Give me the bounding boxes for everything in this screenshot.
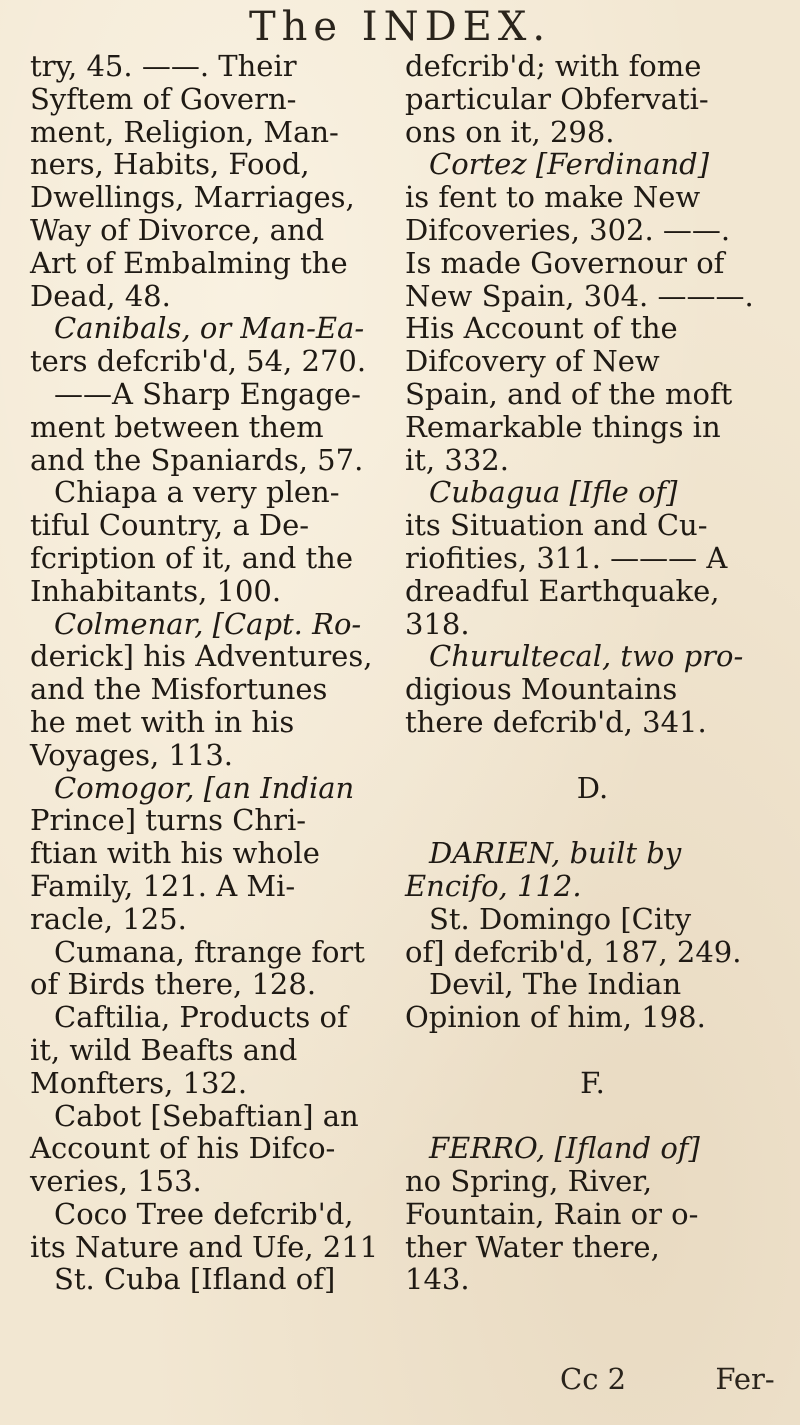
catchword: Fer- — [715, 1362, 775, 1396]
index-line: Prince] turns Chri- — [30, 803, 307, 838]
index-line: Family, 121. A Mi- — [30, 868, 296, 903]
index-line: Spain, and of the moft — [405, 376, 733, 411]
index-line: Caftilia, Products of — [54, 1000, 348, 1035]
index-line: Dead, 48. — [30, 278, 171, 313]
index-line: 318. — [405, 606, 470, 641]
index-line: St. Domingo [City — [429, 901, 692, 936]
index-line: its Nature and Ufe, 211 — [30, 1229, 379, 1264]
index-line: it, wild Beafts and — [30, 1032, 298, 1067]
index-line: Cabot [Sebaftian] an — [54, 1098, 359, 1133]
page-footer — [560, 1362, 775, 1396]
index-line: Coco Tree defcrib'd, — [54, 1196, 354, 1231]
index-line: Difcoveries, 302. ——. — [405, 212, 731, 247]
index-line: Cortez [Ferdinand] — [429, 147, 710, 182]
index-line: Remarkable things in — [405, 409, 721, 444]
index-line: 143. — [405, 1262, 470, 1297]
index-line: New Spain, 304. ———. — [405, 278, 754, 313]
index-line: Cubagua [Ifle of] — [429, 475, 678, 510]
index-line: Is made Governour of — [405, 245, 725, 280]
index-line: DARIEN, built by — [429, 836, 682, 871]
index-line: His Account of the — [405, 311, 678, 346]
signature-mark: Cc 2 — [560, 1362, 627, 1396]
section-letter: F. — [580, 1065, 605, 1100]
index-line: tiful Country, a De- — [30, 508, 310, 543]
blank-line — [405, 804, 780, 837]
index-column-right — [405, 50, 780, 1296]
index-line: Fountain, Rain or o- — [405, 1196, 699, 1231]
index-line: digious Mountains — [405, 672, 678, 707]
index-line: is fent to make New — [405, 180, 701, 215]
index-line: he met with in his — [30, 704, 295, 739]
index-line: ther Water there, — [405, 1229, 660, 1264]
index-line: Churultecal, two pro- — [429, 639, 744, 674]
index-line: Opinion of him, 198. — [405, 1000, 706, 1035]
index-line: dreadful Earthquake, — [405, 573, 720, 608]
index-line: particular Obfervati- — [405, 81, 709, 116]
running-head: The INDEX. — [248, 4, 552, 50]
index-line: of Birds there, 128. — [30, 967, 317, 1002]
blank-line — [405, 739, 780, 772]
index-line: Comogor, [an Indian — [54, 770, 355, 805]
index-line: Canibals, or Man-Ea- — [54, 311, 365, 346]
index-line: St. Cuba [Ifland of] — [54, 1262, 336, 1297]
index-line: Syftem of Govern- — [30, 81, 297, 116]
index-line: Dwellings, Marriages, — [30, 180, 355, 215]
index-line: Devil, The Indian — [429, 967, 682, 1002]
index-line: Colmenar, [Capt. Ro- — [54, 606, 362, 641]
index-line: Art of Embalming the — [30, 245, 348, 280]
blank-line — [405, 1100, 780, 1133]
index-line: fcription of it, and the — [30, 540, 353, 575]
index-line: Cumana, ftrange fort — [54, 934, 365, 969]
section-letter: D. — [576, 770, 609, 805]
index-column-left — [30, 50, 380, 1296]
blank-line — [405, 1034, 780, 1067]
index-line: riofities, 311. ——— A — [405, 540, 728, 575]
index-line: Difcovery of New — [405, 344, 660, 379]
index-line: Voyages, 113. — [30, 737, 234, 772]
index-line: ment between them — [30, 409, 324, 444]
index-line: defcrib'd; with fome — [405, 49, 702, 83]
index-line: of] defcrib'd, 187, 249. — [405, 934, 742, 969]
index-line: it, 332. — [405, 442, 509, 477]
index-line: Monfters, 132. — [30, 1065, 248, 1100]
index-line: ons on it, 298. — [405, 114, 615, 149]
index-line: racle, 125. — [30, 901, 187, 936]
index-line: FERRO, [Ifland of] — [429, 1131, 700, 1166]
index-line: and the Spaniards, 57. — [30, 442, 364, 477]
index-line: no Spring, River, — [405, 1164, 653, 1199]
index-line: derick] his Adventures, — [30, 639, 373, 674]
index-line: ters defcrib'd, 54, 270. — [30, 344, 367, 379]
index-line: Chiapa a very plen- — [54, 475, 340, 510]
index-line: Account of his Difco- — [30, 1131, 336, 1166]
index-line: its Situation and Cu- — [405, 508, 708, 543]
index-line: Inhabitants, 100. — [30, 573, 282, 608]
index-line: and the Misfortunes — [30, 672, 328, 707]
index-line: veries, 153. — [30, 1164, 202, 1199]
index-line: Encifo, 112. — [405, 868, 582, 903]
index-line: ftian with his whole — [30, 836, 320, 871]
index-line: ners, Habits, Food, — [30, 147, 310, 182]
index-line: ——A Sharp Engage- — [54, 376, 361, 411]
index-line: Way of Divorce, and — [30, 212, 325, 247]
index-line: try, 45. ——. Their — [30, 49, 297, 83]
index-line: there defcrib'd, 341. — [405, 704, 707, 739]
index-line: ment, Religion, Man- — [30, 114, 339, 149]
